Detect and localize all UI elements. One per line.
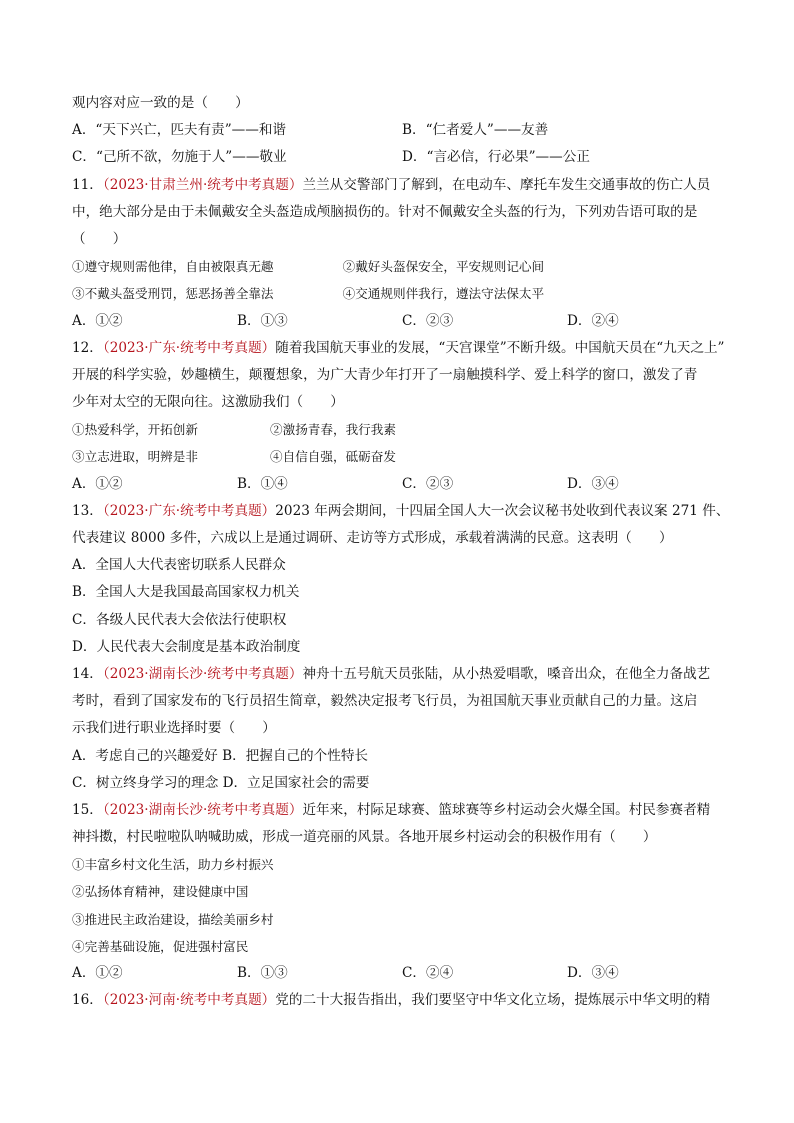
q15-option-d: D．③④ <box>567 965 619 981</box>
q11-statement-4: ④交通规则伴我行，遵法守法保太平 <box>342 286 545 302</box>
q15-statement-4: ④完善基础设施，促进强村富民 <box>72 938 249 954</box>
q12-statements-12 <box>72 416 732 443</box>
q12-statement-3: ③立志进取，明辨是非 <box>72 449 198 465</box>
q14-source: （2023·湖南长沙·统考中考真题） <box>102 665 303 682</box>
q11-options <box>72 308 732 335</box>
q11-statement-1: ①遵守规则需他律，自由被限真无趣 <box>72 259 274 275</box>
q11-statement-2: ②戴好头盔保安全，平安规则记心间 <box>342 259 545 275</box>
q13-text: 2023 年两会期间，十四届全国人大一次会议秘书处收到代表议案 271 件、 <box>275 502 730 519</box>
q11-option-c: C．②③ <box>402 312 454 329</box>
q14-options-cd: C．树立终身学习的理念 D．立足国家社会的需要 <box>72 774 370 791</box>
q15-option-a: A．①② <box>72 965 123 981</box>
q10-option-c: C．“己所不欲，勿施于人”——敬业 <box>72 149 287 166</box>
q11-number: 11． <box>72 176 103 193</box>
q12-option-c: C．②③ <box>402 475 454 492</box>
q11-statement-3: ③不戴头盔受刑罚，惩恶扬善全靠法 <box>72 286 274 302</box>
q14-stem-line2: 考时，看到了国家发布的飞行员招生简章，毅然决定报考飞行员，为祖国航天事业贡献自己的力量。这启 <box>72 693 698 710</box>
q10-options-ab <box>72 117 732 144</box>
q10-options-cd <box>72 144 732 171</box>
q13-stem-line2: 代表建议 8000 多件，六成以上是通过调研、走访等方式形成，承载着满满的民意。这表明（ ） <box>72 530 673 546</box>
q14-text: 神舟十五号航天员张陆，从小热爱唱歌，嗓音出众，在他全力备战艺 <box>302 665 711 682</box>
q11-statements-12 <box>72 253 732 280</box>
q16-text: 党的二十大报告指出，我们要坚守中华文化立场，提炼展示中华文明的精 <box>275 992 711 1009</box>
q12-stem-line2: 开展的科学实验，妙趣横生，颠覆想象，为广大青少年打开了一扇触摸科学、爱上科学的窗口，激发了青 <box>72 366 698 383</box>
q11-statements-34 <box>72 280 732 307</box>
q12-text: 随着我国航天事业的发展，“天宫课堂”不断升级。中国航天员在“九天之上” <box>275 339 725 356</box>
q14-stem-line1 <box>72 661 732 688</box>
q11-stem-line3: （ ） <box>72 230 127 247</box>
q11-option-a: A．①② <box>72 312 123 329</box>
q15-source: （2023·湖南长沙·统考中考真题） <box>102 801 303 818</box>
q13-number: 13． <box>72 502 103 519</box>
q12-statement-4: ④自信自强，砥砺奋发 <box>270 449 396 465</box>
q10-option-d: D．“言必信，行必果”——公正 <box>402 149 590 166</box>
q12-statements-34 <box>72 443 732 470</box>
q15-stem-line1 <box>72 797 732 824</box>
q16-number: 16． <box>72 992 103 1009</box>
q15-statement-3: ③推进民主政治建设，描绘美丽乡村 <box>72 911 274 927</box>
q15-text: 近年来，村际足球赛、篮球赛等乡村运动会火爆全国。村民参赛者精 <box>302 801 711 818</box>
q11-stem-line2: 中，绝大部分是由于未佩戴安全头盔造成颅脑损伤的。针对不佩戴安全头盔的行为，下列劝告语可取的是 <box>72 203 698 220</box>
q11-text: 兰兰从交警部门了解到，在电动车、摩托车发生交通事故的伤亡人员 <box>302 176 711 193</box>
q14-number: 14． <box>72 665 103 682</box>
q12-stem-line1 <box>72 335 732 362</box>
q15-statement-2: ②弘扬体育精神，建设健康中国 <box>72 884 249 900</box>
q11-option-d: D．②④ <box>567 312 619 329</box>
exam-page <box>72 90 732 1014</box>
q12-option-b: B．①④ <box>237 475 288 492</box>
q15-option-b: B．①③ <box>237 965 288 981</box>
q15-stem-line2: 神抖擞，村民啦啦队呐喊助威，形成一道亮丽的风景。各地开展乡村运动会的积极作用有（ ） <box>72 829 657 846</box>
q11-option-b: B．①③ <box>237 312 288 329</box>
q15-statement-1: ①丰富乡村文化生活，助力乡村振兴 <box>72 857 274 873</box>
q11-stem-line1 <box>72 172 732 199</box>
q16-stem-line1 <box>72 987 732 1014</box>
q13-option-c: C．各级人民代表大会依法行使职权 <box>72 611 287 628</box>
q12-stem-line3: 少年对太空的无限向往。这激励我们（ ） <box>72 394 344 411</box>
q13-option-b: B．全国人大是我国最高国家权力机关 <box>72 584 300 601</box>
q14-options-ab: A．考虑自己的兴趣爱好 B．把握自己的个性特长 <box>72 747 369 764</box>
q12-option-d: D．③④ <box>567 475 619 492</box>
q10-option-a: A．“天下兴亡，匹夫有责”——和谐 <box>72 122 287 139</box>
q16-source: （2023·河南·统考中考真题） <box>102 992 276 1009</box>
q13-stem-line1 <box>72 498 732 525</box>
q15-options <box>72 960 732 987</box>
q15-number: 15． <box>72 801 103 818</box>
q12-statement-1: ①热爱科学，开拓创新 <box>72 422 198 438</box>
q13-source: （2023·广东·统考中考真题） <box>102 502 276 519</box>
q10-option-b: B．“仁者爱人”——友善 <box>402 122 549 139</box>
q12-source: （2023·广东·统考中考真题） <box>102 339 276 356</box>
q13-option-a: A．全国人大代表密切联系人民群众 <box>72 557 286 574</box>
q10-stem-tail: 观内容对应一致的是（ ） <box>72 95 249 111</box>
q12-statement-2: ②激扬青春，我行我素 <box>270 422 396 438</box>
q14-stem-line3: 示我们进行职业选择时要（ ） <box>72 720 276 737</box>
q11-source: （2023·甘肃兰州·统考中考真题） <box>102 176 303 193</box>
q12-options <box>72 471 732 498</box>
q15-option-c: C．②④ <box>402 965 454 981</box>
q12-number: 12． <box>72 339 103 356</box>
q13-option-d: D．人民代表大会制度是基本政治制度 <box>72 638 301 655</box>
q12-option-a: A．①② <box>72 475 123 492</box>
